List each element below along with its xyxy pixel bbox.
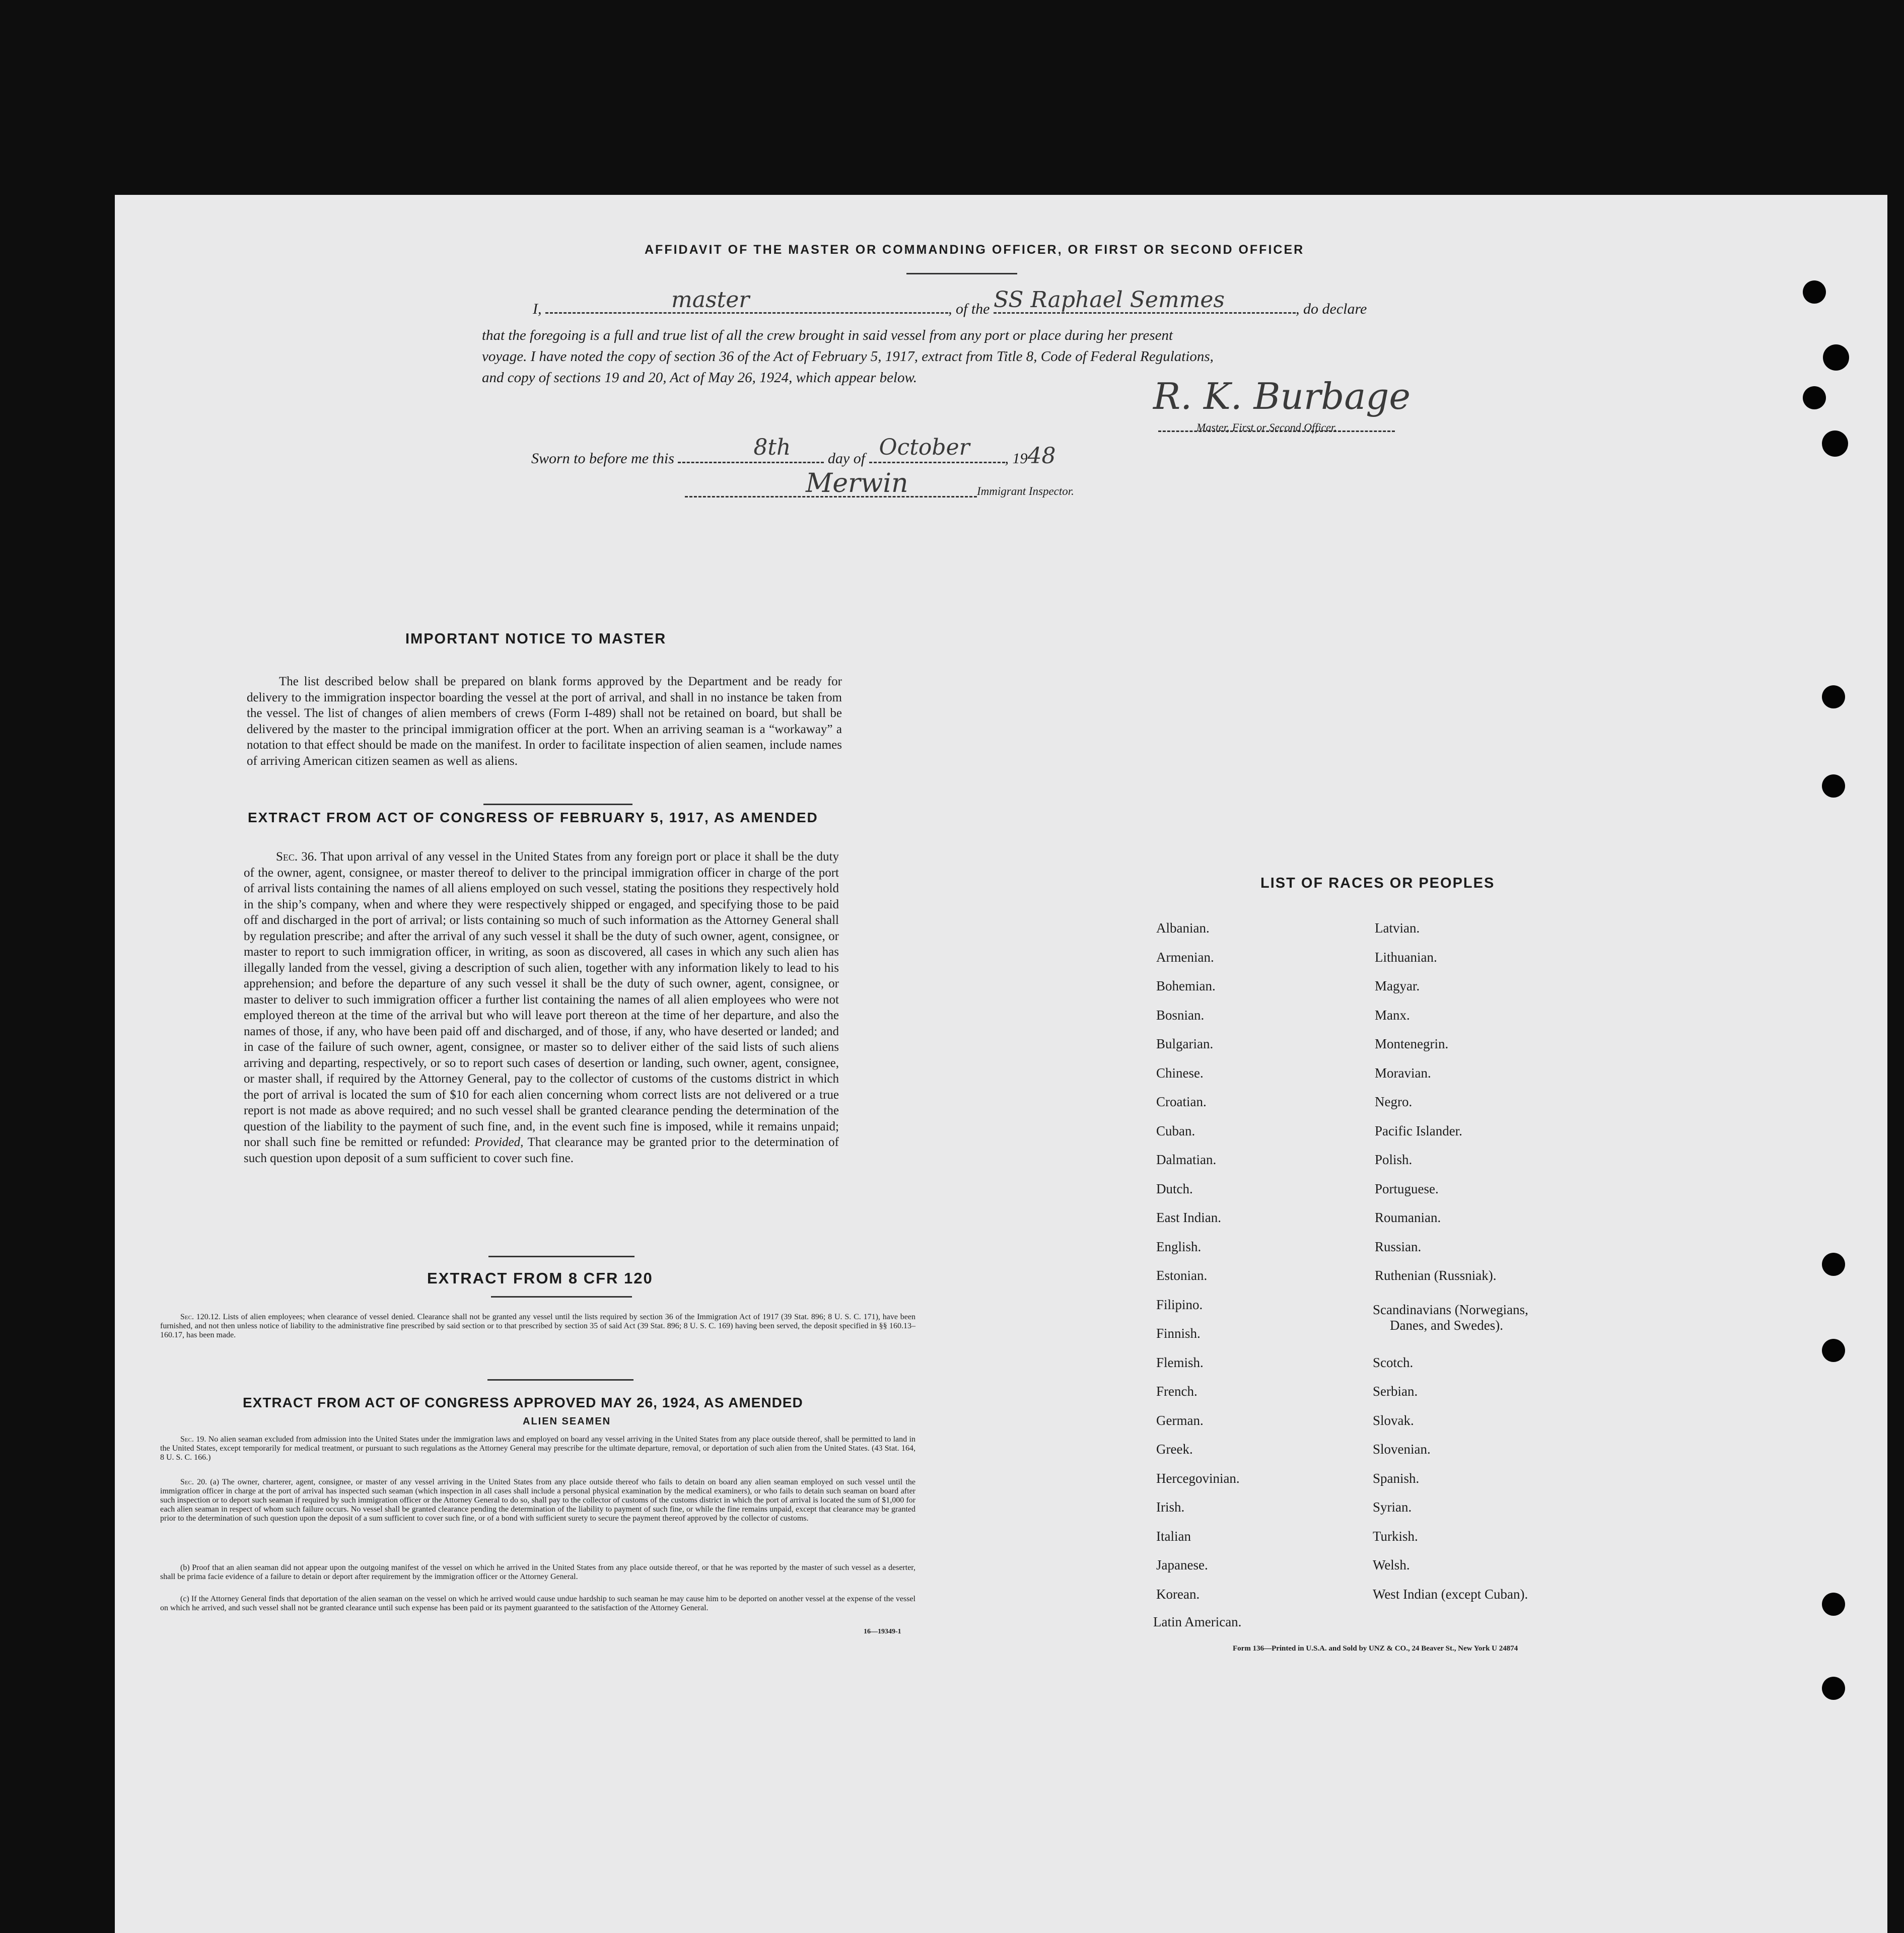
sec-19-label: Sec. 19.	[180, 1435, 206, 1444]
i-prefix: I,	[533, 301, 542, 317]
of-the-label: , of the	[948, 301, 990, 317]
vessel-handwritten: SS Raphael Semmes	[994, 287, 1225, 313]
race-left: Finnish.	[1156, 1326, 1201, 1341]
sworn-line	[531, 435, 1056, 469]
section-rule	[487, 1379, 633, 1381]
race-right: Scandinavians (Norwegians,	[1373, 1302, 1528, 1317]
provided-label: Provided,	[474, 1135, 524, 1149]
race-left: Cuban.	[1156, 1123, 1195, 1138]
punch-hole	[1822, 774, 1845, 798]
race-left: English.	[1156, 1239, 1202, 1254]
month-handwritten: October	[879, 435, 970, 460]
extract-1917-text	[244, 849, 839, 1166]
sworn-prefix: Sworn to before me this	[531, 450, 674, 467]
race-right: Ruthenian (Russniak).	[1375, 1268, 1497, 1283]
race-right: West Indian (except Cuban).	[1373, 1587, 1528, 1602]
form-print-note: Form 136—Printed in U.S.A. and Sold by UNZ & CO., 24 Beaver St., New York U 24874	[1233, 1644, 1518, 1653]
race-right: Scotch.	[1373, 1355, 1414, 1370]
race-left: French.	[1156, 1384, 1197, 1399]
punch-hole	[1803, 280, 1826, 304]
race-left: Hercegovinian.	[1156, 1471, 1240, 1486]
race-right: Negro.	[1375, 1094, 1413, 1109]
section-rule	[483, 804, 632, 805]
sec-20-label: Sec. 20.	[180, 1478, 207, 1486]
section-rule	[491, 1296, 632, 1298]
race-left: Dalmatian.	[1156, 1152, 1217, 1167]
master-signature: R. K. Burbage	[1153, 375, 1411, 417]
inspector-caption: Immigrant Inspector.	[977, 485, 1074, 497]
extract-cfr-text	[160, 1313, 915, 1340]
race-right: Pacific Islander.	[1375, 1123, 1462, 1138]
sec-120-12-text: Lists of alien employees; when clearance of vessel denied. Clearance shall not be granted any vessel until the lists required by section 36 of the Immigration Act of 1917 (39 Stat. 896; 8 U. S. C. 171), have been furnished, and not then unless notice of liability to the administrative fine prescribed by said section or to that prescribed by section 35 of said Act (39 Stat. 896; 8 U. S. C. 169) having been served, the deposit specified in §§ 160.13–160.17, has been made.	[160, 1313, 915, 1339]
inspector-signature: Merwin	[806, 468, 908, 498]
notice-title: IMPORTANT NOTICE TO MASTER	[405, 631, 667, 647]
race-right: Latvian.	[1375, 920, 1420, 936]
year-prefix: , 19	[1005, 450, 1028, 467]
sec-120-12-label: Sec. 120.12.	[180, 1313, 221, 1321]
extract-cfr-title: EXTRACT FROM 8 CFR 120	[427, 1269, 653, 1287]
race-left: Bulgarian.	[1156, 1036, 1214, 1051]
race-right: Portuguese.	[1375, 1181, 1439, 1196]
sec-20a-text: Sec. 20. (a) The owner, charterer, agent, consignee, or master of any vessel arriving in the United States from any place outside thereof who fails to detain on board any alien seaman employed on such vessel until the immigration officer in charge at the port of arrival has inspected such seaman (which inspection in all cases shall include a personal physical examination by the medical examiners), or who fails to detain such seaman on board after such inspection or to deport such seaman if required by such immigration officer or the Attorney General to do so, shall pay to the collector of customs of the customs district in which the port of arrival is located the sum of $1,000 for each alien seaman in respect of whom such failure occurs. No vessel shall be granted clearance pending the determination of the liability to payment of such fine, or while the fine remains unpaid, except that clearance may be granted prior to the determination of such question upon the deposit of a sum sufficient to cover such fine, or of a bond with sufficient surety to secure the payment thereof approved by the collector of customs.	[160, 1478, 916, 1523]
extract-1917-title: EXTRACT FROM ACT OF CONGRESS OF FEBRUARY 5, 1917, AS AMENDED	[248, 810, 818, 825]
race-right: Russian.	[1375, 1239, 1422, 1254]
punch-hole	[1822, 431, 1848, 457]
race-left: Filipino.	[1156, 1297, 1203, 1312]
races-title: LIST OF RACES OR PEOPLES	[1260, 875, 1495, 891]
sec-36-text: That upon arrival of any vessel in the United States from any foreign port or place it shall be the duty of the owner, agent, consignee, or master thereof to deliver to the principal immigration officer in charge of the port of arrival lists containing the names of all aliens employed on such vessel, stating the positions they respectively hold in the ship’s company, when and where they were respectively shipped or engaged, and specifying those to be paid off and discharged in the port of arrival; or lists containing so much of such information as the Attorney General shall by regulation prescribe; and after the arrival of any such vessel it shall be the duty of such owner, agent, consignee, or master to report to such immigration officer, in writing, as soon as discovered, all cases in which any such alien has illegally landed from the vessel, giving a description of such alien, together with any information likely to lead to his apprehension; and before the departure of any such vessel it shall be the duty of such owner, agent, consignee, or master to deliver to such immigration officer a further list containing the names of all alien employees who were not employed thereon at the time of the arrival but who will leave port thereon at the time of her departure, and also the names of those, if any, who have been paid off and discharged, and of those, if any, who have deserted or landed; and in case of the failure of such owner, agent, consignee, or master so to deliver either of the said lists of such aliens arriving and departing, respectively, or so to report such cases of desertion or landing, such owner, agent, consignee, or master shall, if required by the Attorney General, pay to the collector of customs of the customs district in which the port of arrival is located the sum of $10 for each alien concerning whom correct lists are not delivered or a true report is not made as above required; and no such vessel shall be granted clearance pending the determination of the question of the liability to the payment of such fine, and, in the event such fine is imposed, while it remains unpaid; nor shall such fine be remitted or refunded:	[244, 850, 839, 1149]
race-left: Flemish.	[1156, 1355, 1204, 1370]
race-left: Chinese.	[1156, 1065, 1204, 1081]
notice-text: The list described below shall be prepared on blank forms approved by the Department and be ready for delivery to the immigration inspector boarding the vessel at the port of arrival, and shall in no instance be taken from the vessel. The list of changes of alien members of crews (Form I-489) shall not be retained on board, but shall be delivered by the master to the principal immigration officer at the port. When an arriving seaman is a “workaway” a notation to that effect should be made on the manifest. In order to facilitate inspection of alien seamen, include names of arriving American citizen seamen as well as aliens.	[247, 675, 842, 768]
sec-20c-text: (c) If the Attorney General finds that deportation of the alien seaman on the vessel on which he arrived would cause undue hardship to such seaman he may cause him to be deported on another vessel at the expense of the vessel on which he arrived, and such vessel shall not be granted clearance until such expense has been paid or its payment guaranteed to the satisfaction of the Attorney General.	[160, 1595, 915, 1612]
race-left: Irish.	[1156, 1499, 1185, 1515]
name-field	[545, 287, 948, 314]
extract-1924-title: EXTRACT FROM ACT OF CONGRESS APPROVED MAY 26, 1924, AS AMENDED	[243, 1395, 803, 1410]
race-right: Slovak.	[1373, 1413, 1414, 1428]
day-of-label: day of	[827, 450, 866, 467]
race-left: Estonian.	[1156, 1268, 1208, 1283]
affidavit-declaration-line	[533, 287, 1367, 318]
race-left: East Indian.	[1156, 1210, 1221, 1225]
race-left: Bosnian.	[1156, 1008, 1205, 1023]
race-right: Serbian.	[1373, 1384, 1418, 1399]
race-left: Korean.	[1156, 1587, 1200, 1602]
race-right: Syrian.	[1373, 1499, 1412, 1515]
race-left: Italian	[1156, 1529, 1191, 1544]
sec-19-text: Sec. 19. No alien seaman excluded from admission into the United States under the immigration laws and employed on board any vessel arriving in the United States from any place outside thereof, shall be permitted to land in the United States, except temporarily for medical treatment, or pursuant to such regulations as the Attorney General may prescribe for the ultimate departure, removal, or deportation of such alien from the United States. (43 Stat. 164, 8 U. S. C. 166.)	[160, 1435, 915, 1462]
race-left: Albanian.	[1156, 920, 1210, 936]
alien-seamen-subtitle: ALIEN SEAMEN	[523, 1416, 611, 1427]
sec-36-label: Sec. 36.	[276, 850, 317, 864]
vessel-field	[994, 287, 1296, 314]
race-right: Welsh.	[1373, 1557, 1410, 1572]
race-right: Moravian.	[1375, 1065, 1431, 1081]
year-handwritten: 48	[1027, 443, 1056, 469]
affidavit-line-3: and copy of sections 19 and 20, Act of May 26, 1924, which appear below.	[482, 370, 917, 386]
punch-hole	[1822, 1677, 1845, 1700]
affidavit-title: AFFIDAVIT OF THE MASTER OR COMMANDING OFFICER, OR FIRST OR SECOND OFFICER	[645, 243, 1305, 257]
race-left: German.	[1156, 1413, 1204, 1428]
punch-hole	[1822, 1339, 1845, 1362]
punch-hole	[1822, 1253, 1845, 1276]
race-right: Turkish.	[1373, 1529, 1418, 1544]
punch-hole	[1822, 1593, 1845, 1616]
affidavit-line-1: that the foregoing is a full and true list of all the crew brought in said vessel from any port or place during her present	[482, 327, 1173, 343]
race-right: Slovenian.	[1373, 1442, 1431, 1457]
sec-36-text-end: That clearance may be granted prior to the determination of such question upon deposit of a sum sufficient to cover such fine.	[244, 1135, 839, 1165]
day-handwritten: 8th	[753, 435, 791, 460]
race-right: Montenegrin.	[1375, 1036, 1449, 1051]
race-left: Japanese.	[1156, 1557, 1208, 1572]
race-right: Lithuanian.	[1375, 950, 1437, 965]
sec-20b-text: (b) Proof that an alien seaman did not appear upon the outgoing manifest of the vessel on which he arrived in the United States from any place outside thereof, or that he was reported by the master of such vessel as a deserter, shall be prima facie evidence of a failure to detain or deport after requirement by the immigration officer or the Attorney General.	[160, 1563, 915, 1581]
race-right: Polish.	[1375, 1152, 1413, 1167]
race-right: Danes, and Swedes).	[1390, 1318, 1503, 1333]
title-rule	[906, 273, 1017, 274]
race-left: Croatian.	[1156, 1094, 1207, 1109]
race-left: Greek.	[1156, 1442, 1193, 1457]
do-declare-label: , do declare	[1296, 301, 1367, 317]
punch-hole	[1803, 386, 1826, 409]
day-field	[678, 435, 824, 463]
section-rule	[488, 1256, 634, 1257]
month-field	[869, 435, 1005, 463]
race-left: Latin American.	[1153, 1614, 1242, 1629]
name-handwritten: master	[671, 287, 750, 313]
race-left: Armenian.	[1156, 950, 1214, 965]
punch-hole	[1823, 344, 1849, 371]
race-right: Magyar.	[1375, 978, 1420, 993]
race-left: Dutch.	[1156, 1181, 1193, 1196]
race-left: Bohemian.	[1156, 978, 1216, 993]
signature-caption: Master, First or Second Officer.	[1196, 421, 1337, 434]
race-right: Manx.	[1375, 1008, 1410, 1023]
punch-hole	[1822, 685, 1845, 708]
race-right: Spanish.	[1373, 1471, 1420, 1486]
affidavit-line-2: voyage. I have noted the copy of section 36 of the Act of February 5, 1917, extract from Title 8, Code of Federal Regulations,	[482, 348, 1214, 365]
form-code: 16—19349-1	[864, 1628, 901, 1635]
race-right: Roumanian.	[1375, 1210, 1441, 1225]
